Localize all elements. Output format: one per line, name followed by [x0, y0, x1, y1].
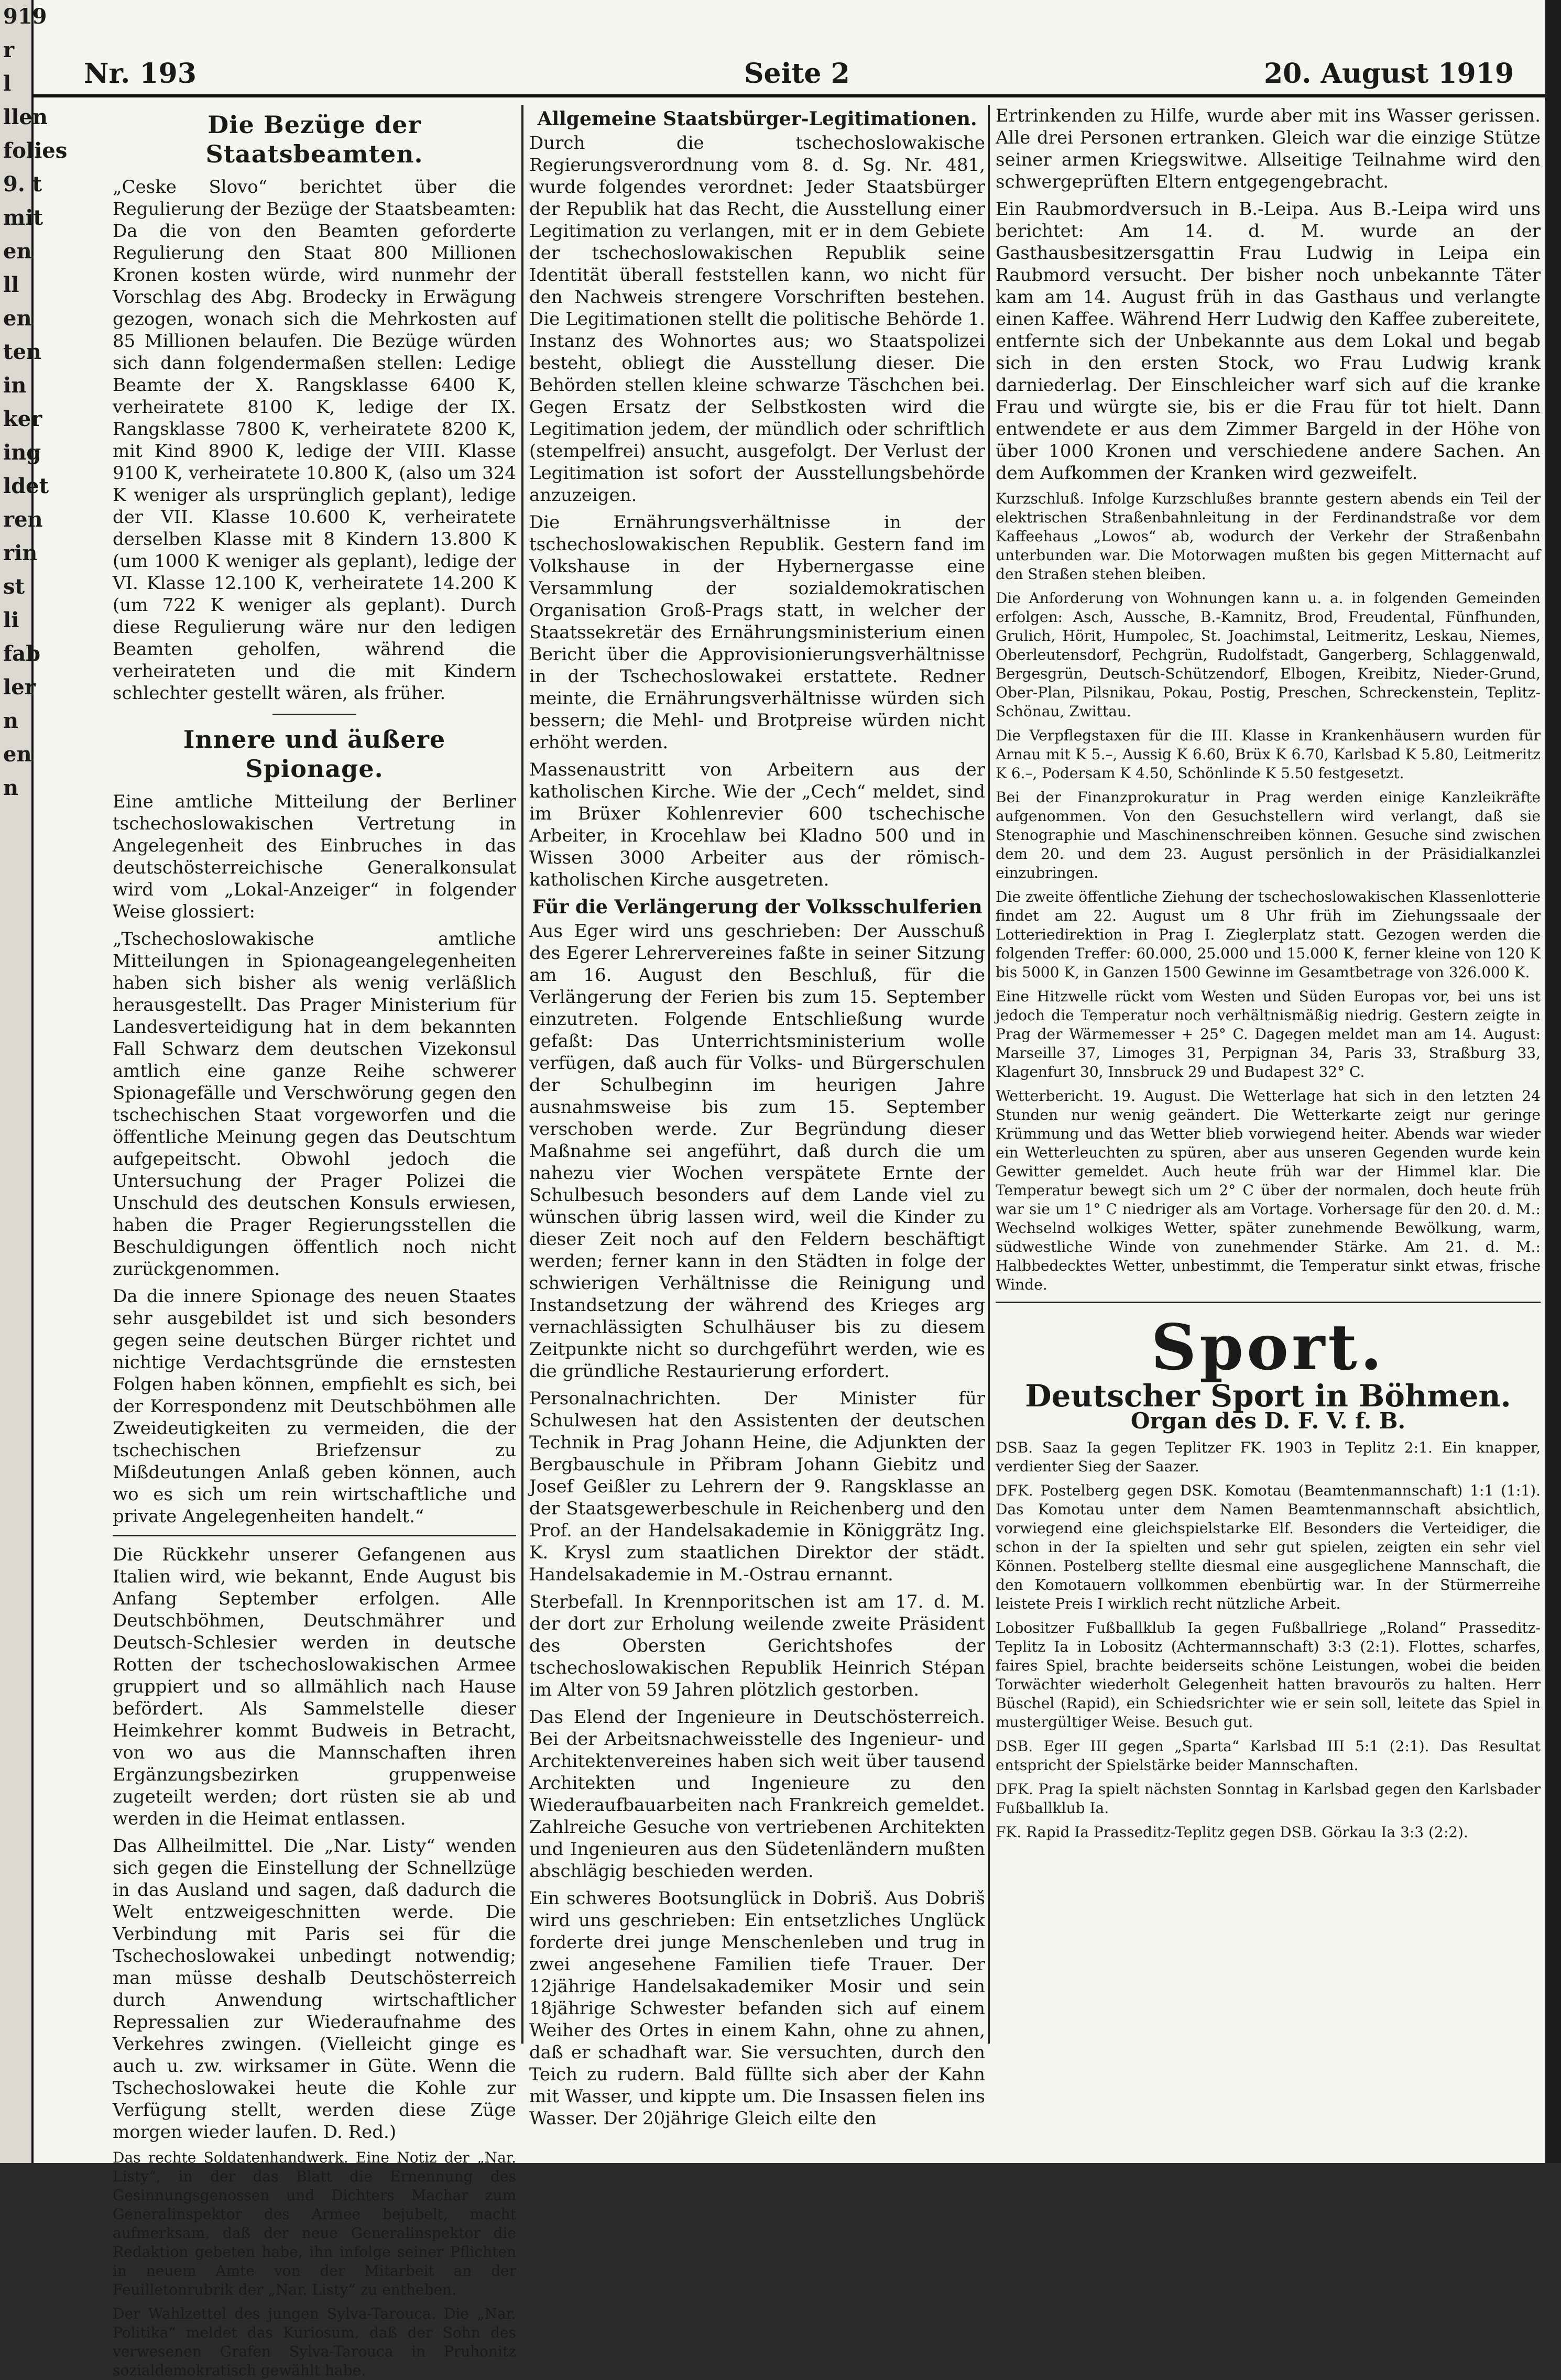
column-2: [529, 105, 985, 2138]
separator: [272, 714, 356, 715]
article-heading: Allgemeine Staatsbürger-Legitimationen.: [537, 108, 977, 130]
sport-section-organ: Organ des D. F. V. f. B.: [1130, 1408, 1406, 1434]
sport-report: DFK. Postelberg gegen DSK. Komotau (Beamtenmannschaft) 1:1 (1:1). Das Komotau unter dem Namen Beamtenmannschaft absichtlich, vorwiegend eine gleichspielstarke Elf. Besonders die Verteidiger, die schon in der Ia spielten und sehr gut spielen, zeigten ein sehr viel Können. Postelberg stellte diesmal eine ausgeglichene Mannschaft, die den Komotauern vollkommen ebenbürtig war. In der Stürmerreihe leistete Preis I wirklich recht nützliche Arbeit.: [996, 1482, 1541, 1612]
article-text: Die Rückkehr unserer Gefangenen aus Italien wird, wie bekannt, Ende August bis Anfang September erfolgen. Alle Deutschböhmen, Deutschmährer und Deutsch-Schlesier werden in deutsche Rotten der tschechoslowakischen Armee gruppiert und so allmählich nach Hause befördert. Als Sammelstelle dieser Heimkehrer kommt Budweis in Betracht, von wo aus die Mannschaften ihren Ergänzungsbezirken gruppenweise zugeteilt werden; dort rüsten sie ab und werden in die Heimat entlassen.: [113, 1544, 516, 1829]
edge-fragment: ldet: [3, 474, 49, 498]
article-heading: Für die Verlängerung der Volksschulferien: [532, 896, 983, 918]
article-text: „Tschechoslowakische amtliche Mitteilungen in Spionageangelegenheiten haben sich bisher als wenig verläßlich herausgestellt. Das Prager Ministerium für Landesverteidigung hat in dem bekannten Fall Schwarz dem deutschen Vizekonsul amtlich eine ganze Reihe schwerer Spionagefälle und Verschwörung gegen den tschechischen Staat vorgeworfen und die öffentliche Meinung gegen das Deutschtum aufgepeitscht. Obwohl jedoch die Untersuchung der Prager Polizei die Unschuld des deutschen Konsuls erwiesen, haben die Prager Regierungsstellen die Beschuldigungen öffentlich noch nicht zurückgenommen.: [113, 929, 516, 1280]
article-text: Wetterbericht. 19. August. Die Wetterlage hat sich in den letzten 24 Stunden nur wenig geändert. Die Wetterkarte zeigt nur geringe Krümmung und das Wetter blieb vorwiegend heiter. Abends war wieder ein Wetterleuchten zu spüren, aber aus unseren Gegenden wurde kein Gewitter gemeldet. Auch heute früh war der Himmel klar. Die Temperatur bewegt sich um 2° C über der normalen, doch heute früh war sie um 1° C niedriger als am Vortage. Vorhersage für den 20. d. M.: Wechselnd wolkiges Wetter, später zunehmende Bewölkung, warm, südwestliche Winde von zunehmender Stärke. Am 21. d. M.: Halbbedecktes Wetter, unbestimmt, die Temperatur sinkt etwas, frische Winde.: [996, 1087, 1541, 1293]
sport-report: FK. Rapid Ia Prasseditz-Teplitz gegen DSB. Görkau Ia 3:3 (2:2).: [996, 1824, 1468, 1841]
sport-section-title: Sport.: [1151, 1311, 1385, 1384]
article-text: Eine amtliche Mitteilung der Berliner tschechoslowakischen Vertretung in Angelegenheit des Einbruches in das deutschösterreichische Generalkonsulat wird vom „Lokal-Anzeiger“ in folgender Weise glossiert:: [113, 791, 516, 922]
article-heading: Die Bezüge der Staatsbeamten.: [205, 111, 423, 168]
article-heading: Innere und äußere Spionage.: [183, 725, 446, 783]
sport-report: DFK. Prag Ia spielt nächsten Sonntag in Karlsbad gegen den Karlsbader Fußballklub Ia.: [996, 1781, 1541, 1817]
column-rule: [988, 105, 990, 2044]
edge-fragment: folies: [3, 138, 68, 163]
article-text: Die Anforderung von Wohnungen kann u. a. in folgenden Gemeinden erfolgen: Asch, Aussche, B.-Kamnitz, Brod, Freudental, Fünfhunden, Grulich, Hörit, Humpolec, St. Joachimstal, Leitmeritz, Leskau, Niemes, Oberleutensdorf, Pechgrün, Rudolfstadt, Gangerberg, Schlaggenwald, Bergesgrün, Deutsch-Schützendorf, Elbogen, Kreibitz, Nieder-Grund, Ober-Plan, Pilsnikau, Pokau, Postig, Preschen, Schreckenstein, Teplitz-Schönau, Zwittau.: [996, 589, 1541, 720]
edge-fragment: fab: [3, 641, 41, 666]
divider: [113, 1535, 516, 1536]
article-text: Die Verpflegstaxen für die III. Klasse in Krankenhäusern wurden für Arnau mit K 5.–, Aussig K 6.60, Brüx K 6.70, Karlsbad K 5.80, Leitmeritz K 6.–, Podersam K 4.50, Schönlinde K 5.50 festgesetzt.: [996, 727, 1541, 782]
article-text: Das Allheilmittel. Die „Nar. Listy“ wenden sich gegen die Einstellung der Schnellzüge in das Ausland und sagen, daß dadurch die Welt entzweigeschnitten werde. Die Verbindung mit Paris sei für die Tschechoslowakei unbedingt notwendig; man müsse deshalb Deutschösterreich durch Anwendung wirtschaftlicher Repressalien zur Wiederaufnahme des Verkehres zwingen. (Vielleicht ginge es auch u. zw. wirksamer in Güte. Wenn die Tschechoslowakei heute die Kohle zur Verfügung stellt, werden diese Züge morgen wieder laufen. D. Red.): [113, 1836, 516, 2143]
article-text: Aus Eger wird uns geschrieben: Der Ausschuß des Egerer Lehrervereines faßte in seiner Sitzung am 16. August den Beschluß, für die Verlängerung der Ferien bis zum 15. September einzutreten. Folgende Entschließung wurde gefaßt: Das Unterrichtsministerium wolle verfügen, daß auch für Volks- und Bürgerschulen der Schulbeginn im heurigen Jahre ausnahmsweise bis zum 15. September verschoben werde. Zur Begründung dieser Maßnahme sei angeführt, daß durch die um nahezu vier Wochen verspätete Ernte der Schulbesuch besonders auf dem Lande viel zu wünschen übrig lassen wird, weil die Kinder zu dieser Zeit noch auf den Feldern beschäftigt werden; ferner kann in den Städten in folge der schwierigen Verhältnisse die Reinigung und Instandsetzung der während des Krieges arg vernachlässigten Schulhäuser bis zu diesem Zeitpunkte nicht so durchgeführt werden, wie es die gründliche Restaurierung erfordert.: [529, 921, 985, 1382]
edge-fragment: n: [3, 776, 19, 800]
edge-fragment: r: [3, 38, 15, 62]
edge-fragment: ker: [3, 407, 42, 431]
column-1: [113, 105, 516, 2379]
article-text: Eine Hitzwelle rückt vom Westen und Süden Europas vor, bei uns ist jedoch die Temperatur noch verhältnismäßig niedrig. Gestern zeigte in Prag der Wärmemesser + 25° C. Dagegen meldet man am 14. August: Marseille 37, Limoges 31, Perpignan 34, Paris 33, Straßburg 33, Klagenfurt 30, Innsbruck 29 und Budapest 32° C.: [996, 988, 1541, 1080]
page-number: Seite 2: [744, 58, 850, 90]
column-3: [996, 105, 1541, 2138]
issue-date: 20. August 1919: [1263, 58, 1514, 90]
edge-fragment: ing: [3, 440, 41, 465]
edge-fragment: en: [3, 306, 32, 331]
sport-report: DSB. Saaz Ia gegen Teplitzer FK. 1903 in Teplitz 2:1. Ein knapper, verdienter Sieg der Saazer.: [996, 1439, 1541, 1475]
page-header: [31, 47, 1545, 97]
article-text: Kurzschluß. Infolge Kurzschlußes brannte gestern abends ein Teil der elektrischen Straßenbahnleitung in der Ferdinandstraße vor dem Kaffeehaus „Lowos“ ab, wodurch der Verkehr der Straßenbahn unterbunden war. Die Motorwagen mußten bis gegen Mitternacht auf den Straßen stehen bleiben.: [996, 490, 1541, 583]
edge-fragment: l: [3, 71, 12, 96]
article-text: Ertrinkenden zu Hilfe, wurde aber mit ins Wasser gerissen. Alle drei Personen ertranken. Gleich war die einzige Stütze seiner armen Kriegswitwe. Allseitige Teilnahme wird den schwergeprüften Eltern entgegengebracht.: [996, 105, 1541, 192]
article-text: Sterbefall. In Krennporitschen ist am 17. d. M. der dort zur Erholung weilende zweite Präsident des Obersten Gerichtshofes der tschechoslowakischen Republik Heinrich Stépan im Alter von 59 Jahren plötzlich gestorben.: [529, 1591, 985, 1700]
edge-fragment: in: [3, 373, 27, 398]
article-text: „Ceske Slovo“ berichtet über die Regulierung der Bezüge der Staatsbeamten: Da die von den Beamten geforderte Regulierung den Staat 800 Millionen Kronen kosten würde, wird nunmehr der Vorschlag des Abg. Brodecky in Erwägung gezogen, wonach sich die Mehrkosten auf 85 Millionen belaufen. Die Bezüge würden sich dann folgendermaßen stellen: Ledige Beamte der X. Rangsklasse 6400 K, verheiratete 8100 K, ledige der IX. Rangsklasse 7800 K, verheiratete 8200 K, mit Kind 8900 K, ledige der VIII. Klasse 9100 K, verheiratete 10.800 K, (also um 324 K weniger als ursprünglich geplant), ledige der VII. Klasse 10.600 K, verheiratete derselben Klasse mit 8 Kindern 13.800 K (um 1000 K weniger als geplant), ledige der VI. Klasse 12.100 K, verheiratete 14.200 K (um 722 K weniger als geplant). Durch diese Regulierung wäre nur den ledigen Beamten geholfen, während die verheirateten und die mit Kindern schlechter gestellt wären, als früher.: [113, 177, 516, 704]
article-text: Das rechte Soldatenhandwerk. Eine Notiz der „Nar. Listy“, in der das Blatt die Ernennung des Gesinnungsgenossen und Dichters Machar zum Generalinspektor des Armee bejubelt, macht aufmerksam, daß der neue Generalinspektor die Redaktion gebeten habe, ihn infolge seiner Pflichten in neuem Amte von der Mitarbeit an der Feuilletonrubrik der „Nar. Listy“ zu entheben.: [113, 2149, 516, 2298]
edge-fragment: llen: [3, 105, 48, 129]
edge-fragment: ren: [3, 507, 43, 532]
edge-fragment: ten: [3, 340, 42, 364]
column-rule: [521, 105, 523, 2044]
article-text: Ein Raubmordversuch in B.-Leipa. Aus B.-Leipa wird uns berichtet: Am 14. d. M. wurde an der Gasthausbesitzersgattin Frau Ludwig in Leipa ein Raubmord versucht. Der bisher noch unbekannte Täter kam am 14. August früh in das Gasthaus und verlangte einen Kaffee. Während Herr Ludwig den Kaffee zubereitete, entfernte sich der Unbekannte aus dem Lokal und begab sich in den ersten Stock, wo Frau Ludwig krank darniederlag. Der Einschleicher warf sich auf die kranke Frau und würgte sie, bis er die Frau für tot hielt. Dann entwendete er aus dem Zimmer Bargeld in der Höhe von über 1000 Kronen und verschiedene andere Sachen. An dem Aufkommen der Kranken wird gezweifelt.: [996, 199, 1541, 484]
edge-fragment: en: [3, 239, 32, 264]
article-text: Personalnachrichten. Der Minister für Schulwesen hat den Assistenten der deutschen Technik in Prag Johann Heine, die Adjunkten der Bergbauschule in Přibram Johann Giebitz und Josef Geißler zu Lehrern der 9. Rangsklasse an der Staatsgewerbeschule in Reichenberg und den Prof. an der Handelsakademie in Königgrätz Ing. K. Krysl zum staatlichen Direktor der städt. Handelsakademie in M.-Ostrau ernannt.: [529, 1388, 985, 1585]
article-text: Ein schweres Bootsunglück in Dobriš. Aus Dobriš wird uns geschrieben: Ein entsetzliches Unglück forderte drei junge Menschenleben und trug in zwei angesehene Familien tiefe Trauer. Der 12jährige Handelsakademiker Mosir und sein 18jährige Schwester befanden sich auf einem Weiher des Ortes in einem Kahn, ohne zu ahnen, daß er schadhaft war. Sie versuchten, durch den Teich zu rudern. Bald füllte sich aber der Kahn mit Wasser, und kippte um. Die Insassen fielen ins Wasser. Der 20jährige Gleich eilte den: [529, 1888, 985, 2129]
edge-fragment: rin: [3, 541, 38, 565]
scan-border: [1545, 0, 1561, 2163]
edge-fragment: st: [3, 574, 25, 599]
article-text: Da die innere Spionage des neuen Staates sehr ausgebildet ist und sich besonders gegen seine deutschen Bürger richtet und nichtige Verdachtsgründe die ernstesten Folgen haben können, empfiehlt es sich, bei der Korrespondenz mit Deutschböhmen alle Zweideutigkeiten zu vermeiden, die der tschechischen Briefzensur zu Mißdeutungen Anlaß geben können, auch wo es sich um rein wirtschaftliche und private Angelegenheiten handelt.“: [113, 1286, 516, 1527]
article-text: Das Elend der Ingenieure in Deutschösterreich. Bei der Arbeitsnachweisstelle des Ingenieur- und Architektenvereines haben sich weit über tausend Architekten und Ingenieure zu den Wiederaufbauarbeiten nach Frankreich gemeldet. Zahlreiche Gesuche von vertriebenen Architekten und Ingenieuren aus den Südetenländern mußten abschlägig beschieden werden.: [529, 1707, 985, 1882]
divider: [996, 1302, 1541, 1303]
edge-fragment: 9. t: [3, 172, 42, 196]
article-text: Bei der Finanzprokuratur in Prag werden einige Kanzleikräfte aufgenommen. Von den Gesuchstellern wird verlangt, daß sie Stenographie und Maschinenschreiben können. Gesuche sind zwischen dem 20. und dem 23. August persönlich in der Präsidialkanzlei einzubringen.: [996, 789, 1541, 881]
adjacent-page-edge: [0, 0, 68, 2163]
article-text: Massenaustritt von Arbeitern aus der katholischen Kirche. Wie der „Cech“ meldet, sind im Brüxer Kohlenrevier 600 tschechische Arbeiter, in Krocehlaw bei Kladno 500 und in Wissen 3000 Arbeiter aus der römisch-katholischen Kirche ausgetreten.: [529, 759, 985, 890]
edge-fragment: en: [3, 742, 32, 767]
edge-fragment: ll: [3, 272, 19, 297]
edge-fragment: 919: [3, 4, 47, 29]
edge-fragment: li: [3, 608, 19, 632]
article-text: Die zweite öffentliche Ziehung der tschechoslowakischen Klassenlotterie findet am 22. August um 8 Uhr früh im Ziehungssaale der Lotteriedirektion in Prag I. Zieglerplatz statt. Gezogen werden die folgenden Treffer: 60.000, 25.000 und 15.000 K, ferner kleine von 120 K bis 5000 K, in Ganzen 1500 Gewinne im Gesamtbetrage von 326.000 K.: [996, 888, 1541, 981]
article-text: Der Wahlzettel des jungen Sylva-Tarouca. Die „Nar. Politika“ meldet das Kuriosum, daß der Sohn des verwesenen Grafen Sylva-Tarouca in Pruhonitz sozialdemokratisch gewählt habe.: [113, 2305, 516, 2379]
edge-fragment: n: [3, 708, 19, 733]
article-text: Die Ernährungsverhältnisse in der tschechoslowakischen Republik. Gestern fand im Volkshause in der Hybernergasse eine Versammlung der sozialdemokratischen Organisation Groß-Prags statt, in welcher der Staatssekretär des Ernährungsministerium einen Bericht über die Approvisionierungsverhältnisse in der Tschechoslowakei erstattete. Redner meinte, die Ernährungsverhältnisse würden sich bessern; die Mehl- und Brotpreise würden nicht erhöht werden.: [529, 512, 985, 753]
sport-report: Lobositzer Fußballklub Ia gegen Fußballriege „Roland“ Prasseditz-Teplitz Ia in Lobositz (Achtermannschaft) 3:3 (2:1). Flottes, scharfes, faires Spiel, brachte beiderseits schöne Leistungen, wobei die beiden Torwächter wiederholt Gelegenheit hatten bravourös zu halten. Herr Büschel (Rapid), ein Schiedsrichter wie er sein soll, leitete das Spiel in mustergültiger Weise. Besuch gut.: [996, 1619, 1541, 1731]
sport-report: DSB. Eger III gegen „Sparta“ Karlsbad III 5:1 (2:1). Das Resultat entspricht der Spielstärke beider Mannschaften.: [996, 1738, 1541, 1774]
edge-fragment: ler: [3, 675, 36, 700]
article-text: Durch die tschechoslowakische Regierungsverordnung vom 8. d. Sg. Nr. 481, wurde folgendes verordnet: Jeder Staatsbürger der Republik hat das Recht, die Ausstellung einer Legitimation zu verlangen, mit er in dem Gebiete der tschechoslowakischen Republik seine Identität überall feststellen kann, wo nicht für den Nachweis strengere Vorschriften bestehen. Die Legitimationen stellt die politische Behörde 1. Instanz des Wohnortes aus; wo Staatspolizei besteht, obliegt die Ausstellung dieser. Die Behörden stellen kleine schwarze Täschchen bei. Gegen Ersatz der Selbstkosten wird die Legitimation jedem, der mündlich oder schriftlich (stempelfrei) ansucht, ausgefolgt. Der Verlust der Legitimation ist sofort der Ausstellungsbehörde anzuzeigen.: [529, 133, 985, 506]
sport-section-subtitle: Deutscher Sport in Böhmen.: [1025, 1378, 1511, 1414]
edge-fragment: mit: [3, 205, 43, 230]
issue-number: Nr. 193: [84, 58, 197, 90]
